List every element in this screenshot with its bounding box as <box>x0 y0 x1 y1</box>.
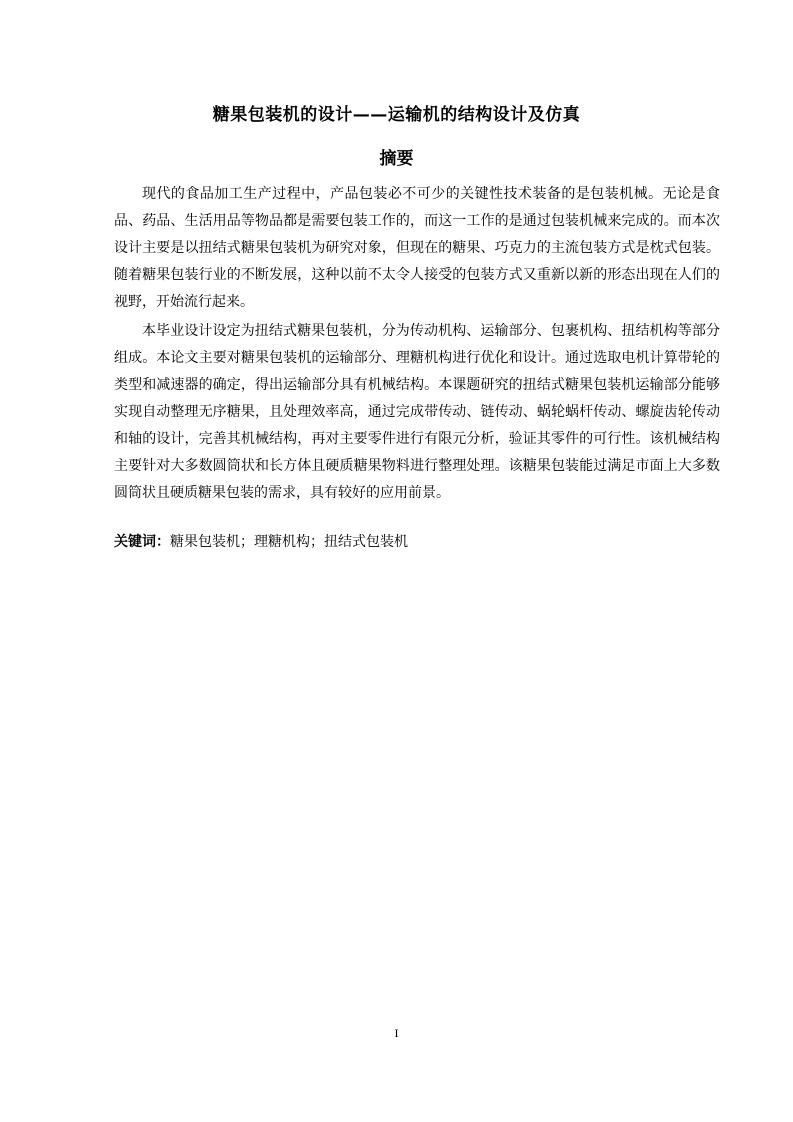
abstract-heading: 摘要 <box>379 149 414 169</box>
page-number: I <box>394 1026 399 1040</box>
keywords-line <box>114 529 720 556</box>
abstract-paragraph-1: 现代的食品加工生产过程中，产品包装必不可少的关键性技术装备的是包装机械。无论是食品、药品、生活用品等物品都是需要包装工作的，而这一工作的是通过包装机械来完成的。而本次设计主要是以扭结式糖果包装机为研究对象，但现在的糖果、巧克力的主流包装方式是枕式包装。随着糖果包装行业的不断发展，这种以前不太令人接受的包装方式又重新以新的形态出现在人们的视野，开始流行起来。 <box>114 186 720 310</box>
keywords-text: 糖果包装机；理糖机构；扭结式包装机 <box>170 534 408 550</box>
keywords-label: 关键词： <box>114 534 170 550</box>
abstract-body <box>114 181 720 509</box>
abstract-paragraph-2: 本毕业设计设定为扭结式糖果包装机，分为传动机构、运输部分、包裹机构、扭结机构等部分组成。本论文主要对糖果包装机的运输部分、理糖机构进行优化和设计。通过选取电机计算带轮的类型和减速器的确定，得出运输部分具有机械结构。本课题研究的扭结式糖果包装机运输部分能够实现自动整理无序糖果，且处理效率高，通过完成带传动、链传动、蜗轮蜗杆传动、螺旋齿轮传动和轴的设计，完善其机械结构，再对主要零件进行有限元分析，验证其零件的可行性。该机械结构主要针对大多数圆筒状和长方体且硬质糖果物料进行整理处理。该糖果包装能过满足市面上大多数圆筒状且硬质糖果包装的需求，具有较好的应用前景。 <box>114 323 720 501</box>
paper-title: 糖果包装机的设计——运输机的结构设计及仿真 <box>212 105 581 125</box>
